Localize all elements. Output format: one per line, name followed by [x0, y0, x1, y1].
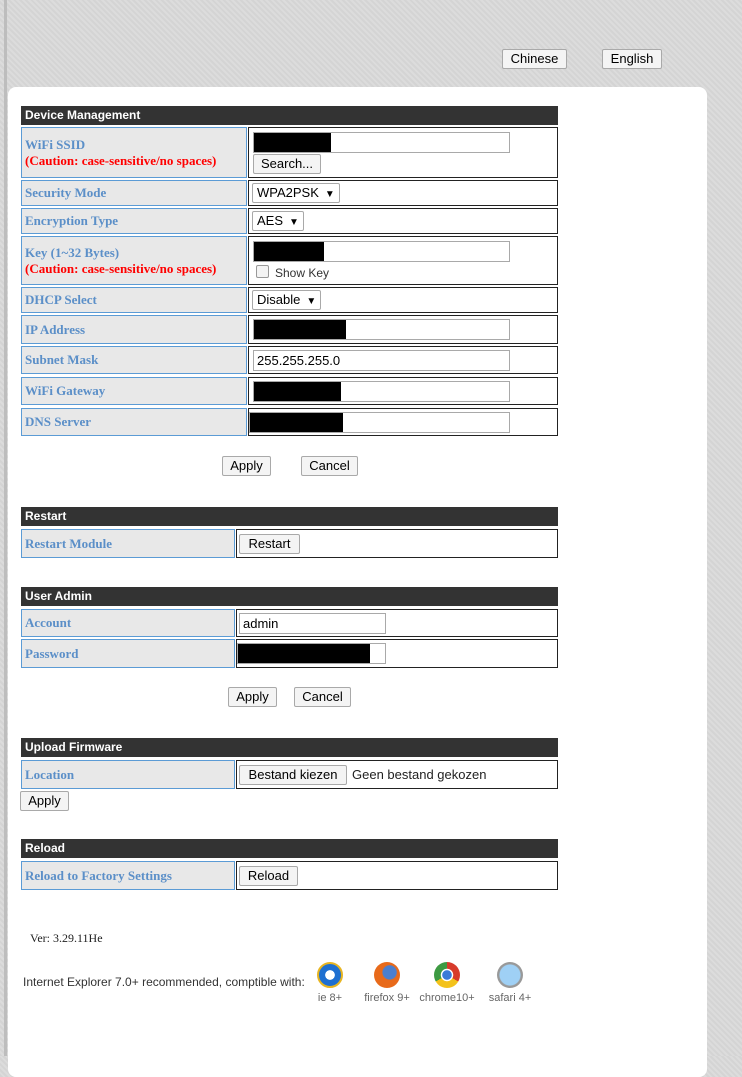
dns-input[interactable] [249, 412, 510, 433]
security-cell [248, 180, 558, 206]
compat-text: Internet Explorer 7.0+ recommended, comptible with: [23, 975, 305, 989]
dhcp-cell [248, 287, 558, 313]
chinese-button[interactable]: Chinese [502, 49, 567, 69]
password-label: Password [21, 639, 235, 668]
gateway-input[interactable] [253, 381, 510, 402]
security-mode-select[interactable] [252, 183, 340, 203]
ssid-label-text: WiFi SSID [25, 136, 86, 152]
reload-button[interactable]: Reload [239, 866, 298, 886]
account-cell [236, 609, 558, 637]
location-cell [236, 760, 558, 789]
choose-file-button[interactable]: Bestand kiezen [239, 765, 347, 785]
ssid-caution: (Caution: case-sensitive/no spaces) [25, 152, 217, 168]
chrome-browser [412, 962, 482, 1004]
show-key-label: Show Key [275, 266, 330, 280]
subnet-mask-label: Subnet Mask [21, 346, 247, 374]
dns-cell [248, 408, 558, 436]
left-border [4, 0, 7, 1056]
ip-address-input[interactable] [253, 319, 510, 340]
ip-cell [248, 315, 558, 344]
key-label-text: Key (1~32 Bytes) [25, 244, 120, 260]
ssid-input[interactable] [253, 132, 510, 153]
gateway-cell [248, 377, 558, 405]
device-apply-button[interactable]: Apply [222, 456, 271, 476]
dhcp-value: Disable [257, 292, 301, 307]
reload-label: Reload to Factory Settings [21, 861, 235, 890]
firefox-label: firefox 9+ [364, 992, 410, 1004]
dhcp-label: DHCP Select [21, 287, 247, 313]
safari-icon [497, 962, 523, 988]
key-caution: (Caution: case-sensitive/no spaces) [25, 260, 217, 276]
subnet-mask-input[interactable]: 255.255.255.0 [253, 350, 510, 371]
ip-address-label: IP Address [21, 315, 247, 344]
key-input[interactable] [253, 241, 510, 262]
dns-label: DNS Server [21, 408, 247, 436]
key-cell [248, 236, 558, 285]
password-input[interactable] [237, 643, 386, 664]
chevron-down-icon: ▼ [306, 296, 317, 307]
reload-cell [236, 861, 558, 890]
security-value: WPA2PSK [257, 185, 319, 200]
restart-button[interactable]: Restart [239, 534, 300, 554]
reload-header: Reload [21, 839, 558, 858]
encryption-type-label: Encryption Type [21, 208, 247, 234]
dhcp-select[interactable] [252, 290, 321, 310]
ssid-cell [248, 127, 558, 178]
encryption-cell [248, 208, 558, 234]
chrome-label: chrome10+ [419, 992, 475, 1004]
gateway-label: WiFi Gateway [21, 377, 247, 405]
chevron-down-icon: ▼ [289, 217, 299, 228]
password-cell [236, 639, 558, 668]
firefox-icon [374, 962, 400, 988]
no-file-text: Geen bestand gekozen [352, 767, 487, 782]
restart-cell [236, 529, 558, 558]
encryption-value: AES [257, 213, 284, 228]
user-admin-header: User Admin [21, 587, 558, 606]
account-label: Account [21, 609, 235, 637]
admin-cancel-button[interactable]: Cancel [294, 687, 351, 707]
restart-header: Restart [21, 507, 558, 526]
chrome-icon [434, 962, 460, 988]
key-label [21, 236, 247, 285]
ie-label: ie 8+ [317, 992, 343, 1004]
admin-apply-button[interactable]: Apply [228, 687, 277, 707]
encryption-type-select[interactable] [252, 211, 304, 231]
ssid-label [21, 127, 247, 178]
device-cancel-button[interactable]: Cancel [301, 456, 358, 476]
english-button[interactable]: English [602, 49, 662, 69]
subnet-cell [248, 346, 558, 374]
restart-module-label: Restart Module [21, 529, 235, 558]
safari-label: safari 4+ [488, 992, 532, 1004]
show-key-checkbox[interactable] [256, 265, 269, 278]
search-button[interactable]: Search... [253, 154, 321, 174]
upload-firmware-header: Upload Firmware [21, 738, 558, 757]
location-label: Location [21, 760, 235, 789]
account-input[interactable]: admin [239, 613, 386, 634]
security-mode-label: Security Mode [21, 180, 247, 206]
device-management-header: Device Management [21, 106, 558, 125]
version-text: Ver: 3.29.11He [30, 931, 103, 945]
safari-browser [475, 962, 545, 1004]
ie-icon [317, 962, 343, 988]
firmware-apply-button[interactable]: Apply [20, 791, 69, 811]
chevron-down-icon: ▼ [324, 189, 335, 200]
